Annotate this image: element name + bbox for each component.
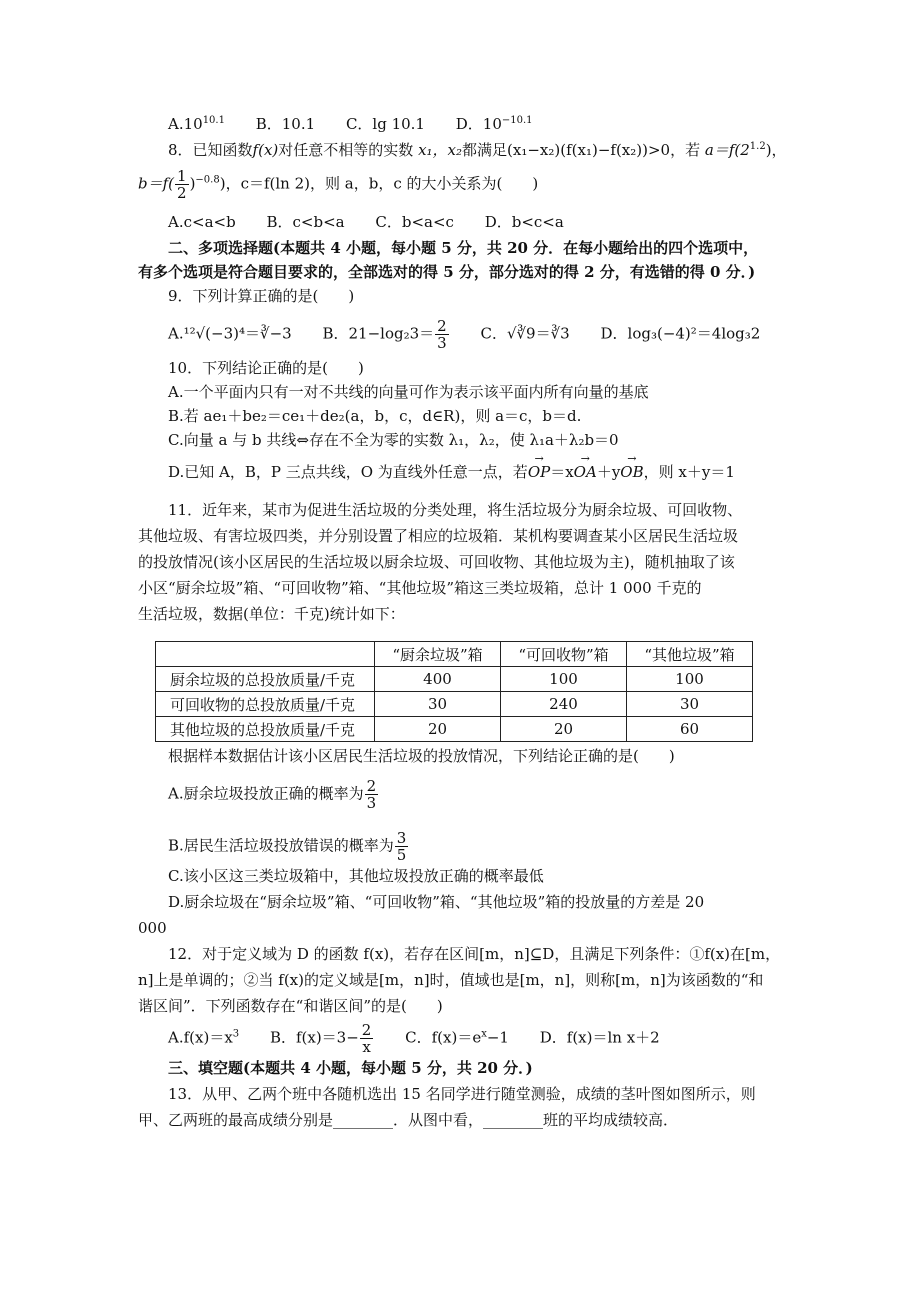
q11-stem-line1: 11．近年来，某市为促进生活垃圾的分类处理，将生活垃圾分为厨余垃圾、可回收物、 xyxy=(168,501,743,519)
table-cell: 30 xyxy=(627,692,753,717)
section3-heading: 三、填空题(本题共 4 小题，每小题 5 分，共 20 分．) xyxy=(168,1059,533,1077)
fraction: $\frac{3}{5}$ xyxy=(396,829,407,864)
q8-stem-line1: 8．已知函数f(x)对任意不相等的实数 x₁，x₂都满足(x₁−x₂)(f(x₁)−f(x₂))>0，若 $a=f(2^{1.2})$， xyxy=(168,141,787,159)
q10-option-c: C.向量 a 与 b 共线⇔存在不全为零的实数 λ₁，λ₂，使 λ₁a＋λ₂b＝0 xyxy=(168,431,619,449)
q11-stem-line5: 生活垃圾，数据(单位：千克)统计如下： xyxy=(138,605,405,623)
table-cell: 100 xyxy=(501,667,627,692)
table-cell: 240 xyxy=(501,692,627,717)
table-header-cell: “其他垃圾”箱 xyxy=(627,642,753,667)
q12-stem-line1: 12．对于定义域为 D 的函数 f(x)，若存在区间[m，n]⊆D，且满足下列条件：①f(x)在[m， xyxy=(168,945,781,963)
q11-question: 根据样本数据估计该小区居民生活垃圾的投放情况，下列结论正确的是( ) xyxy=(168,747,675,765)
q8-stem-line2: b＝f( $\frac{1}{2}$ )$^{-0.8}$)，c＝f(ln 2)，则 a，b，c 的大小关系为( ) xyxy=(138,167,539,202)
q10-option-d: D.已知 A，B，P 三点共线，O 为直线外任意一点，若→ OP＝x→ OA＋y→ OB，则 x＋y＝1 xyxy=(168,462,735,482)
table-row xyxy=(156,717,753,742)
section2-heading-line2: 有多个选项是符合题目要求的，全部选对的得 5 分，部分选对的得 2 分，有选错的得 0 分．) xyxy=(138,263,756,281)
fraction: $\frac{2}{3}$ xyxy=(437,317,447,352)
q9-stem: 9．下列计算正确的是( ) xyxy=(168,287,355,305)
q9-options: A.¹²√(−3)⁴＝∛−3 B．21−log₂3＝ $\frac{2}{3}$ C．√∛9＝∛3 D．log₃(−4)²＝4log₃2 xyxy=(168,317,761,352)
q12-stem-line3: 谐区间”．下列函数存在“和谐区间”的是( ) xyxy=(138,997,443,1015)
q11-stem-line2: 其他垃圾、有害垃圾四类，并分别设置了相应的垃圾箱．某机构要调查某小区居民生活垃圾 xyxy=(138,527,739,545)
table-cell: 100 xyxy=(627,667,753,692)
table-row xyxy=(156,667,753,692)
q11-option-b: B.居民生活垃圾投放错误的概率为 $\frac{3}{5}$ xyxy=(168,829,407,864)
q11-stem-line3: 的投放情况(该小区居民的生活垃圾以厨余垃圾、可回收物、其他垃圾为主)，随机抽取了该 xyxy=(138,553,735,571)
fraction: $\frac{1}{2}$ xyxy=(177,167,187,202)
table-cell: 30 xyxy=(375,692,501,717)
q11-option-d-line1: D.厨余垃圾在“厨余垃圾”箱、“可回收物”箱、“其他垃圾”箱的投放量的方差是 20 xyxy=(168,893,705,911)
q10-option-b: B.若 ae₁＋be₂＝ce₁＋de₂(a，b，c，d∈R)，则 a＝c，b＝d. xyxy=(168,407,582,425)
table-cell: 60 xyxy=(627,717,753,742)
q12-stem-line2: n]上是单调的；②当 f(x)的定义域是[m，n]时，值域也是[m，n]，则称[m，n]为该函数的“和 xyxy=(138,971,764,989)
table-cell: 20 xyxy=(375,717,501,742)
q10-stem: 10．下列结论正确的是( ) xyxy=(168,359,364,377)
fraction: $\frac{2}{3}$ xyxy=(366,777,377,812)
table-cell: 厨余垃圾的总投放质量/千克 xyxy=(156,667,375,692)
garbage-data-table xyxy=(155,641,753,742)
q13-stem-line2: 甲、乙两班的最高成绩分别是________．从图中看，________班的平均成绩较高． xyxy=(138,1111,679,1129)
table-header-row xyxy=(156,642,753,667)
q11-option-c: C.该小区这三类垃圾箱中，其他垃圾投放正确的概率最低 xyxy=(168,867,544,885)
q11-option-d-line2: 000 xyxy=(138,919,167,937)
table-cell: 20 xyxy=(501,717,627,742)
table-header-cell: “厨余垃圾”箱 xyxy=(375,642,501,667)
q11-option-a: A.厨余垃圾投放正确的概率为 $\frac{2}{3}$ xyxy=(168,777,377,812)
table-cell: 400 xyxy=(375,667,501,692)
table-cell: 可回收物的总投放质量/千克 xyxy=(156,692,375,717)
q8-options: A.c<a<b B．c<b<a C．b<a<c D．b<c<a xyxy=(168,213,564,231)
q7-options: $A.10^{10.1}$ B．10.1 C．lg 10.1 D．$10^{-10.1}$ xyxy=(168,115,533,133)
table-header-cell xyxy=(156,642,375,667)
fraction: $\frac{2}{x}$ xyxy=(361,1021,372,1056)
section2-heading-line1: 二、多项选择题(本题共 4 小题，每小题 5 分，共 20 分．在每小题给出的四个选项中， xyxy=(168,239,759,257)
q13-stem-line1: 13．从甲、乙两个班中各随机选出 15 名同学进行随堂测验，成绩的茎叶图如图所示，则 xyxy=(168,1085,756,1103)
table-header-cell: “可回收物”箱 xyxy=(501,642,627,667)
table-row xyxy=(156,692,753,717)
table-cell: 其他垃圾的总投放质量/千克 xyxy=(156,717,375,742)
q11-stem-line4: 小区“厨余垃圾”箱、“可回收物”箱、“其他垃圾”箱这三类垃圾箱，总计 1 000 千克的 xyxy=(138,579,702,597)
q10-option-a: A.一个平面内只有一对不共线的向量可作为表示该平面内所有向量的基底 xyxy=(168,383,649,401)
q12-options: $A.f(x)=x^3$ B．f(x)＝3− $\frac{2}{x}$ C．$f(x)=e^x-1$ D．f(x)＝ln x＋2 xyxy=(168,1021,660,1056)
